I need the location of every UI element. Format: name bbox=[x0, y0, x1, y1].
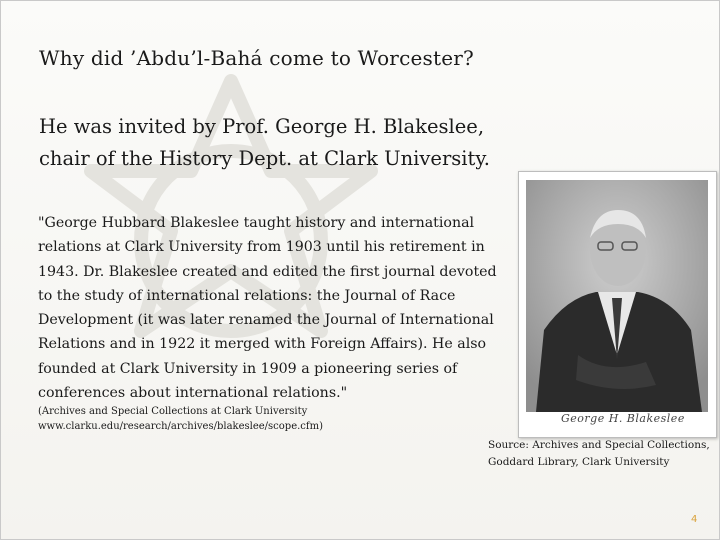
source-line: Source: Archives and Special Collections, bbox=[488, 439, 710, 451]
portrait-photo bbox=[526, 180, 708, 412]
citation-line: www.clarku.edu/research/archives/blakeslee/scope.cfm) bbox=[38, 421, 323, 432]
subtitle-line: chair of the History Dept. at Clark University. bbox=[39, 147, 490, 170]
quote-citation bbox=[38, 404, 458, 434]
source-line: Goddard Library, Clark University bbox=[488, 456, 670, 468]
subtitle-line: He was invited by Prof. George H. Blakeslee, bbox=[39, 115, 485, 138]
page-number: 4 bbox=[691, 514, 698, 525]
citation-line: (Archives and Special Collections at Clark University bbox=[38, 406, 308, 417]
portrait-photo-frame bbox=[518, 171, 717, 438]
photo-source bbox=[488, 437, 713, 471]
blakeslee-quote: "George Hubbard Blakeslee taught history and international relations at Clark University from 1903 until his retirement in 1943. Dr. Blakeslee created and edited the first journal devoted to the study of international relations: the Journal of Race Development (it was later renamed the Journal of International Relations and in 1922 it merged with Foreign Affairs). He also founded at Clark University in 1909 a pioneering series of conferences about international relations." bbox=[38, 215, 497, 402]
portrait-signature: George H. Blakeslee bbox=[561, 412, 685, 425]
slide-title: Why did ’Abdu’l-Bahá come to Worcester? bbox=[39, 46, 474, 70]
slide-subtitle bbox=[39, 111, 519, 175]
